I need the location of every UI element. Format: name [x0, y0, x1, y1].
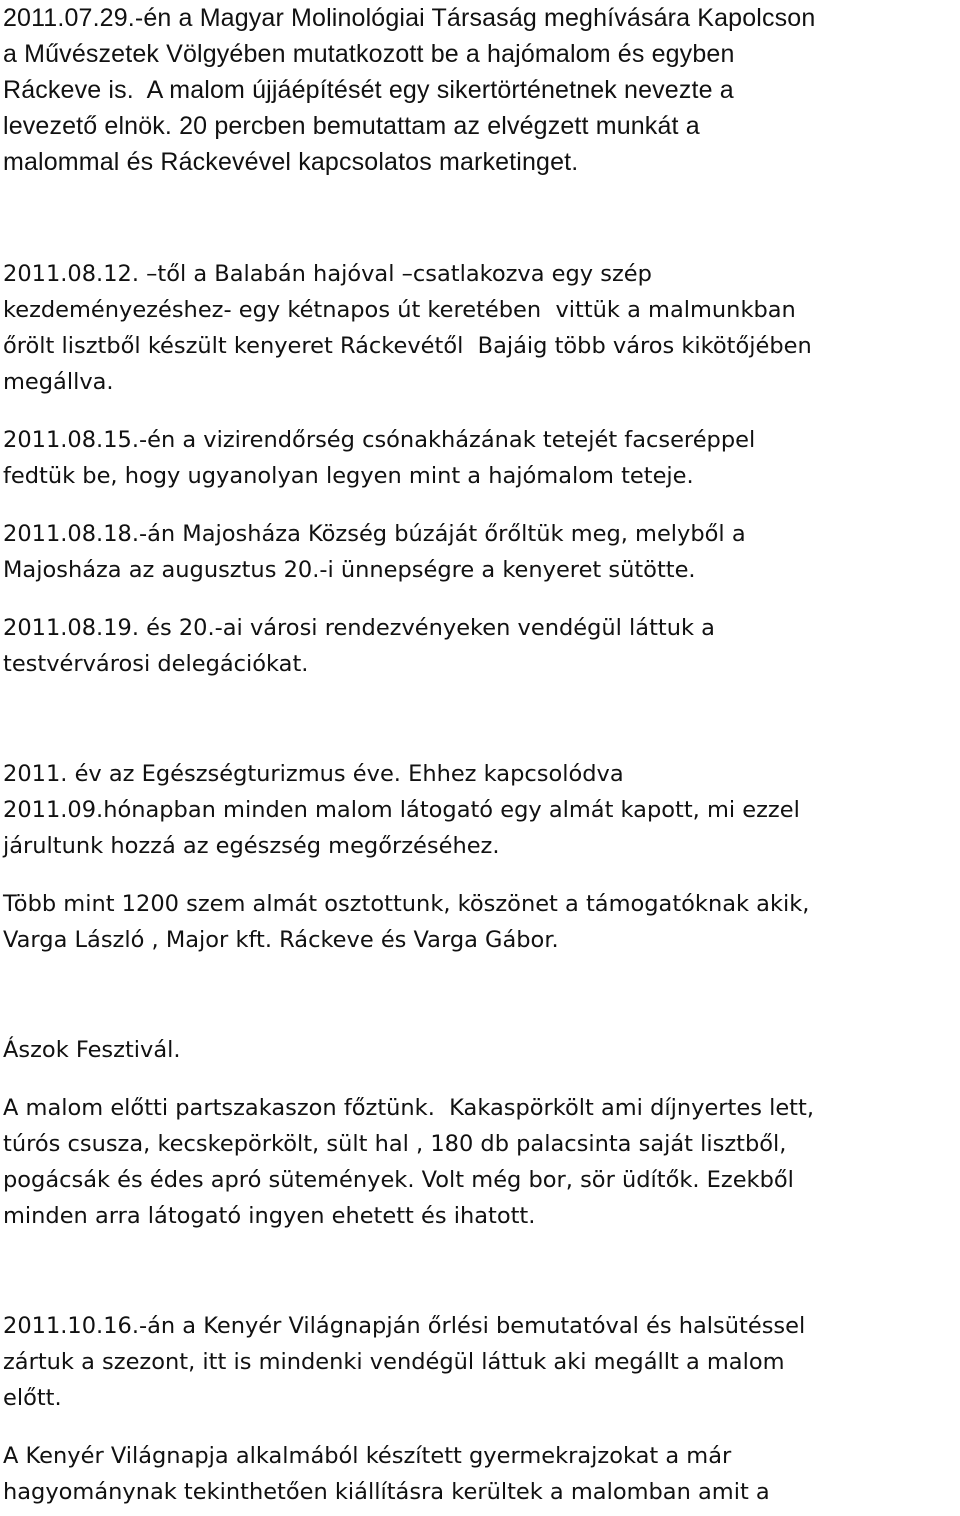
text-line: hagyománynak tekinthetően kiállításra kerültek a malomban amit a: [3, 1479, 770, 1505]
paragraph-spacer: [3, 494, 960, 516]
text-line: fedtük be, hogy ugyanolyan legyen mint a hajómalom teteje.: [3, 463, 694, 489]
paragraph-spacer: [3, 1068, 960, 1090]
text-line: Több mint 1200 szem almát osztottunk, köszönet a támogatóknak akik,: [3, 891, 810, 917]
text-line: zártuk a szezont, itt is mindenki vendégül láttuk aki megállt a malom: [3, 1349, 785, 1375]
text-line: a Művészetek Völgyében mutatkozott be a hajómalom és egyben: [3, 40, 735, 68]
text-line: pogácsák és édes apró sütemények. Volt még bor, sör üdítők. Ezekből: [3, 1167, 794, 1193]
paragraph-spacer: [3, 180, 960, 256]
paragraph-spacer: [3, 1234, 960, 1308]
text-line: járultunk hozzá az egészség megőrzéséhez.: [3, 833, 500, 859]
paragraph-aszok-body: [3, 1090, 960, 1234]
text-line: 2011.08.19. és 20.-ai városi rendezvényeken vendégül láttuk a: [3, 615, 715, 641]
text-line: megállva.: [3, 369, 114, 395]
paragraph-spacer: [3, 682, 960, 756]
paragraph-majoshaza: [3, 516, 960, 588]
paragraph-egeszsegturizmus: [3, 756, 960, 864]
text-line: 2011.08.15.-én a vizirendőrség csónakházának tetejét facseréppel: [3, 427, 756, 453]
paragraph-delegaciok: [3, 610, 960, 682]
text-line: 2011.07.29.-én a Magyar Molinológiai Társaság meghívására Kapolcson: [3, 4, 816, 32]
text-line: őrölt lisztből készült kenyeret Ráckevétől Bajáig több város kikötőjében: [3, 333, 812, 359]
text-line: 2011. év az Egészségturizmus éve. Ehhez kapcsolódva: [3, 761, 624, 787]
paragraph-spacer: [3, 1416, 960, 1438]
text-line: Ászok Fesztivál.: [3, 1037, 181, 1063]
text-line: kezdeményezéshez- egy kétnapos út keretében vittük a malmunkban: [3, 297, 796, 323]
text-line: testvérvárosi delegációkat.: [3, 651, 309, 677]
paragraph-spacer: [3, 864, 960, 886]
text-line: 2011.08.12. –től a Balabán hajóval –csatlakozva egy szép: [3, 261, 652, 287]
paragraph-csonakhaz: [3, 422, 960, 494]
text-line: malommal és Ráckevével kapcsolatos marketinget.: [3, 148, 579, 176]
text-line: A Kenyér Világnapja alkalmából készített gyermekrajzokat a már: [3, 1443, 732, 1469]
text-line: A malom előtti partszakaszon főztünk. Kakaspörkölt ami díjnyertes lett,: [3, 1095, 814, 1121]
text-line: 2011.09.hónapban minden malom látogató egy almát kapott, mi ezzel: [3, 797, 800, 823]
paragraph-spacer: [3, 588, 960, 610]
text-line: túrós csusza, kecskepörkölt, sült hal , 180 db palacsinta saját lisztből,: [3, 1131, 787, 1157]
text-line: minden arra látogató ingyen ehetett és ihatott.: [3, 1203, 536, 1229]
paragraph-balaban: [3, 256, 960, 400]
document-page: [3, 0, 960, 1510]
paragraph-gyermekrajzok: [3, 1438, 960, 1510]
text-line: Varga László , Major kft. Ráckeve és Varga Gábor.: [3, 927, 559, 953]
paragraph-kapolcs: [3, 0, 960, 180]
text-line: 2011.10.16.-án a Kenyér Világnapján őrlési bemutatóval és halsütéssel: [3, 1313, 806, 1339]
text-line: levezető elnök. 20 percben bemutattam az elvégzett munkát a: [3, 112, 700, 140]
paragraph-kenyer-vilagnap: [3, 1308, 960, 1416]
text-line: Ráckeve is. A malom újjáépítését egy sikertörténetnek nevezte a: [3, 76, 734, 104]
text-line: előtt.: [3, 1385, 62, 1411]
paragraph-spacer: [3, 958, 960, 1032]
paragraph-almak: [3, 886, 960, 958]
text-line: 2011.08.18.-án Majosháza Község búzáját őrőltük meg, melyből a: [3, 521, 746, 547]
paragraph-spacer: [3, 400, 960, 422]
paragraph-aszok-heading: [3, 1032, 960, 1068]
text-line: Majosháza az augusztus 20.-i ünnepségre a kenyeret sütötte.: [3, 557, 696, 583]
